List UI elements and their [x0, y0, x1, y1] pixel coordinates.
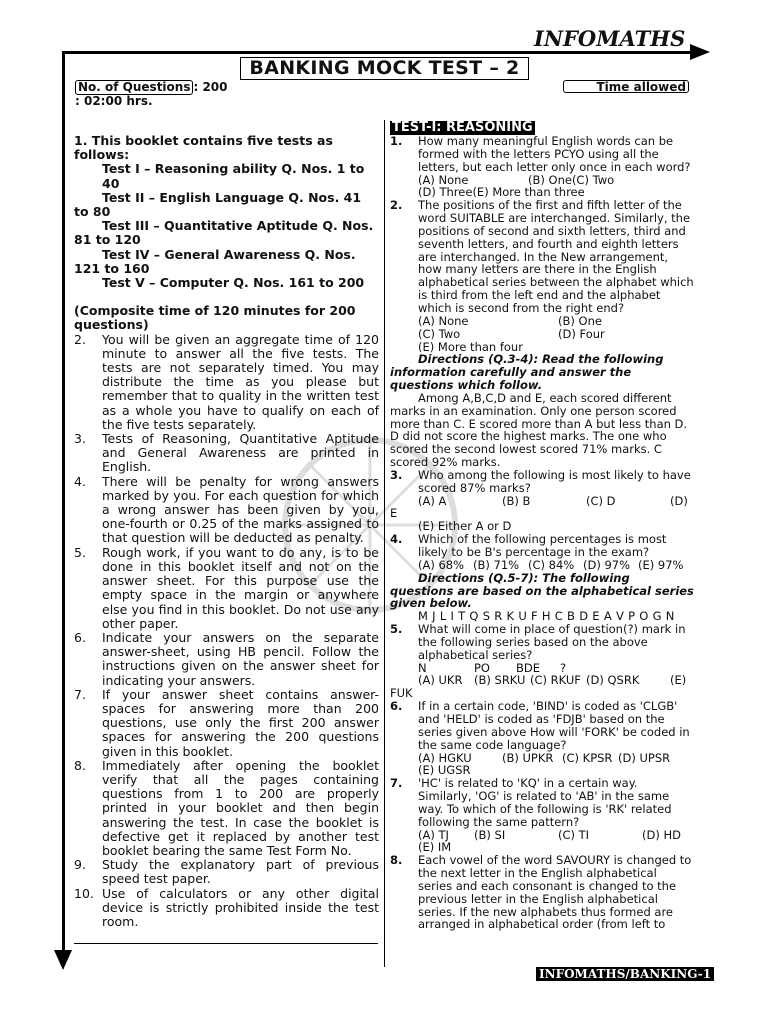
- option: (B) 71%: [473, 557, 520, 572]
- option: (B) SI: [474, 827, 506, 842]
- alphabet-series: M J L I T Q S R K U F H C B D E A V P O G N: [418, 609, 675, 624]
- option: (C) D: [586, 493, 616, 508]
- option: FUK: [390, 686, 413, 701]
- arrow-right-icon: [690, 44, 710, 60]
- sequence-item: ?: [560, 660, 567, 675]
- option: (A) UKR: [418, 673, 463, 688]
- item-text: If your answer sheet contains answer-spaces for answering more than 200 questions, use only the first 200 answer spaces for answering the 200 questions given in this booklet.: [102, 686, 379, 759]
- item-text: Tests of Reasoning, Quantitative Aptitude and General Awareness are printed in English.: [102, 431, 379, 475]
- question-text: Who among the following is most likely to have scored 87% marks?: [418, 467, 691, 495]
- option: (B) One: [528, 172, 572, 187]
- options: [390, 315, 694, 354]
- question-text: 'HC' is related to 'KQ' in a certain way. Similarly, 'OG' is related to 'AB' in the same way. To which of the following is 'RK' related following the same pattern?: [418, 776, 672, 829]
- footer-label: INFOMATHS/BANKING-1: [536, 967, 714, 981]
- options: [390, 674, 694, 687]
- instruction-item: [74, 759, 379, 858]
- option: (A) TJ: [418, 827, 449, 842]
- option: (E) More than three: [472, 185, 585, 200]
- option: (D) 97%: [583, 557, 631, 572]
- question-number: 3.: [390, 467, 403, 482]
- instructions-column: [74, 134, 379, 929]
- option: (C) RKUF: [530, 673, 581, 688]
- left-arrow-line: [62, 51, 65, 955]
- instruction-1: 1. This booklet contains five tests as follows:: [74, 133, 333, 163]
- option: (D): [670, 493, 688, 508]
- test-line: Test V – Computer Q. Nos. 161 to 200: [102, 275, 365, 291]
- option: (A) HGKU: [418, 750, 472, 765]
- question: [390, 700, 694, 751]
- top-arrow-line: [62, 51, 698, 54]
- test-line-text: Test III – Quantitative Aptitude Q. Nos. 81 to 120: [74, 218, 374, 248]
- option: (D) Three: [418, 185, 473, 200]
- option: (E): [670, 673, 687, 688]
- item-number: 6.: [74, 629, 86, 645]
- brand-logo: INFOMATHS: [534, 26, 686, 51]
- option: (B) One: [558, 313, 602, 328]
- option: (A) 68%: [418, 557, 465, 572]
- test-line: [74, 248, 379, 276]
- item-text: Immediately after opening the booklet verify that all the pages containing questions from 1 to 200 are properly printed in your booklet and then begin answering the test. In case the booklet is defective get it replaced by another test booklet bearing the same Test Form No.: [102, 757, 379, 858]
- options: [390, 495, 694, 508]
- test-line-text: Test IV – General Awareness Q. Nos. 121 to 160: [74, 246, 356, 276]
- question: [390, 135, 694, 174]
- item-text: You will be given an aggregate time of 120 minute to answer all the five tests. The tests are not separately timed. You may distribute the time as you please but remember that to quality in the written test as a whole you have to qualify on each of the five tests separately.: [102, 331, 379, 432]
- item-number: 7.: [74, 686, 86, 702]
- arrow-down-icon: [54, 950, 72, 970]
- directions: [390, 572, 694, 611]
- sequence-item: PO: [474, 660, 490, 675]
- no-questions-label: No. of Questions: [75, 80, 193, 95]
- section-heading: TEST-I: REASONING: [392, 120, 533, 135]
- test-line: [74, 191, 379, 219]
- option: (C) Two: [418, 326, 461, 341]
- instruction-item: [74, 688, 379, 759]
- directions-text: Directions (Q.3-4): Read the following information carefully and answer the questions which follow.: [390, 352, 664, 393]
- passage: Among A,B,C,D and E, each scored different marks in an examination. Only one person scored more than C. E scored more than A but less than D. D did not score the highest marks. The one who scored the second lowest scored 71% marks. C scored 92% marks.: [390, 390, 688, 470]
- option: (E) Either A or D: [418, 519, 512, 534]
- instruction-item: [74, 432, 379, 475]
- item-text: Use of calculators or any other digital device is strictly prohibited inside the test room.: [102, 885, 379, 929]
- question-text: The positions of the first and fifth letter of the word SUITABLE are interchanged. Similarly, the positions of second and sixth letters, third and seventh letters, and fourth and eighth letters are interchanged. In the New arrangement, how many letters are there in the English alphabetical series between the alphabet which is third from the left end and the alphabet which is second from the right end?: [418, 198, 694, 315]
- option: (B) B: [502, 493, 531, 508]
- questions-count: [75, 80, 228, 108]
- item-number: 3.: [74, 431, 86, 447]
- divider: [74, 943, 378, 944]
- question: [390, 623, 694, 662]
- instruction-item: [74, 631, 379, 688]
- item-text: Rough work, if you want to do any, is to be done in this booklet itself and not on the answer sheet. For this purpose use the empty space in the margin or anywhere else you find in this booklet. Do not use any other paper.: [102, 544, 379, 631]
- question-text: Each vowel of the word SAVOURY is changed to the next letter in the English alphabetical series and each consonant is changed to the previous letter in the English alphabetical series. If the new alphabets thus formed are arranged in alphabetical order (from left to: [418, 853, 692, 932]
- option: (A) None: [418, 313, 469, 328]
- item-number: 10.: [74, 885, 94, 901]
- item-number: 8.: [74, 757, 86, 773]
- item-number: 9.: [74, 857, 86, 873]
- time-value: : 02:00 hrs.: [75, 94, 153, 108]
- option: (D) QSRK: [586, 673, 640, 688]
- item-number: 4.: [74, 473, 86, 489]
- question-number: 6.: [390, 699, 403, 714]
- option: (C) 84%: [528, 557, 575, 572]
- item-text: Study the explanatory part of previous speed test paper.: [102, 857, 379, 887]
- option: (E) IM: [418, 840, 452, 855]
- page-title: BANKING MOCK TEST – 2: [240, 57, 529, 80]
- sequence-item: BDE: [516, 660, 541, 675]
- time-allowed-label: Time allowed: [563, 80, 689, 93]
- question-number: 1.: [390, 134, 403, 148]
- composite-time: (Composite time of 120 minutes for 200 questions): [74, 303, 356, 333]
- question-number: 5.: [390, 622, 403, 637]
- question-number: 7.: [390, 776, 403, 791]
- test-line-text: Test II – English Language Q. Nos. 41 to 80: [74, 189, 362, 220]
- question-number: 4.: [390, 532, 403, 547]
- question-text: If in a certain code, 'BIND' is coded as 'CLGB' and 'HELD' is coded as 'FDJB' based on the series given above How will 'FORK' be coded in the same code language?: [418, 699, 690, 752]
- option: (C) KPSR: [562, 750, 613, 765]
- option: (B) UPKR: [502, 750, 554, 765]
- question-text: Which of the following percentages is most likely to be B's percentage in the exam?: [418, 532, 667, 559]
- option: (D) HD: [642, 827, 681, 842]
- instruction-item: [74, 333, 379, 432]
- option: (B) SRKU: [474, 673, 526, 688]
- option: E: [390, 506, 398, 521]
- instruction-item: [74, 475, 379, 546]
- column-divider: [384, 120, 385, 967]
- instruction-item: [74, 858, 379, 886]
- option: (E) More than four: [418, 339, 523, 354]
- test-line: Test I – Reasoning ability Q. Nos. 1 to 40: [102, 161, 365, 191]
- instruction-item: [74, 546, 379, 631]
- question-text: What will come in place of question(?) mark in the following series based on the above alphabetical series?: [418, 622, 686, 662]
- sequence-item: N: [418, 660, 427, 675]
- question-text: How many meaningful English words can be formed with the letters PCYO using all the letters, but each letter only once in each word?: [418, 134, 691, 174]
- option: (D) UPSR: [618, 750, 671, 765]
- item-number: 2.: [74, 331, 86, 347]
- test-line: [74, 219, 379, 247]
- reasoning-column: [390, 121, 694, 931]
- directions: [390, 353, 694, 392]
- instruction-item: [74, 887, 379, 930]
- question: [390, 854, 694, 931]
- option: (E) 97%: [638, 557, 684, 572]
- item-text: Indicate your answers on the separate answer-sheet, using HB pencil. Follow the instructions given on the answer sheet for indicating your answers.: [102, 629, 379, 688]
- directions-text: Directions (Q.5-7): The following questions are based on the alphabetical series given below.: [390, 570, 694, 611]
- question: [390, 777, 694, 828]
- option: (A) A: [418, 493, 447, 508]
- question-number: 2.: [390, 198, 403, 213]
- no-questions-value: : 200: [193, 80, 228, 94]
- option: (A) None: [418, 172, 469, 187]
- options: [390, 174, 694, 200]
- option: (C) TI: [558, 827, 590, 842]
- option: (C) Two: [571, 172, 615, 187]
- question: [390, 469, 694, 495]
- question: [390, 199, 694, 315]
- option: (E) UGSR: [418, 763, 471, 778]
- item-number: 5.: [74, 544, 86, 560]
- item-text: There will be penalty for wrong answers marked by you. For each question for which a wrong answer has been given by you, one-fourth or 0.25 of the marks assigned to that question will be deducted as penalty.: [102, 473, 379, 546]
- question: [390, 533, 694, 559]
- question-number: 8.: [390, 853, 403, 868]
- option: (D) Four: [558, 326, 605, 341]
